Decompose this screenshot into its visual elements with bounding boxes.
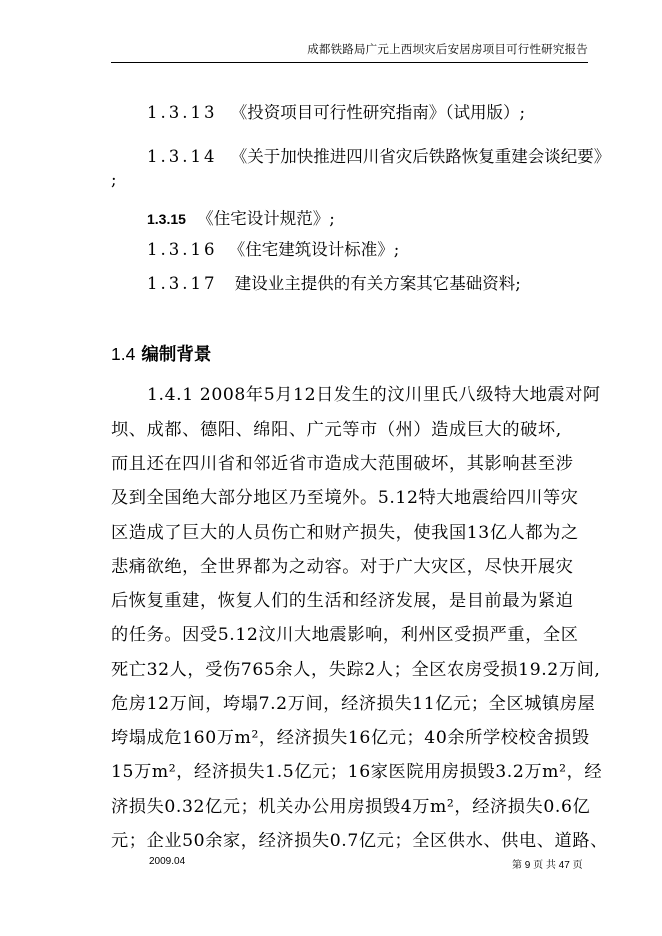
body-line: 死亡32人，受伤765余人，失踪2人；全区农房受损19.2万间, — [111, 660, 601, 680]
section-title: 编制背景 — [141, 345, 212, 365]
reference-item — [147, 205, 335, 229]
footer-page-number: 第 9 页 共 47 页 — [512, 860, 583, 871]
reference-item — [147, 270, 521, 294]
body-line: 1.4.1 2008年5月12日发生的汶川里氏八级特大地震对阿 — [147, 385, 601, 405]
reference-text: 《投资项目可行性研究指南》（试用版）; — [230, 103, 526, 122]
reference-number: 1.3.15 — [147, 211, 186, 227]
reference-text: 《住宅设计规范》; — [197, 209, 335, 228]
reference-text: 《住宅建筑设计标准》; — [228, 240, 400, 259]
body-line: 元；企业50余家，经济损失0.7亿元；全区供水、供电、道路、 — [111, 831, 608, 851]
reference-item — [147, 236, 399, 260]
body-line: 15万m²，经济损失1.5亿元；16家医院用房损毁3.2万m²，经 — [111, 762, 603, 782]
footer-date: 2009.04 — [149, 856, 186, 867]
body-line: 济损失0.32亿元；机关办公用房损毁4万m²，经济损失0.6亿 — [111, 797, 591, 817]
reference-item — [147, 143, 610, 167]
body-line: 危房12万间，垮塌7.2万间，经济损失11亿元；全区城镇房屋 — [111, 694, 596, 714]
body-line: 悲痛欲绝，全世界都为之动容。对于广大灾区，尽快开展灾 — [111, 557, 574, 577]
header-divider — [111, 62, 588, 63]
section-heading — [111, 341, 211, 366]
section-number: 1.4 — [111, 344, 136, 364]
body-line: 垮塌成危160万m²，经济损失16亿元；40余所学校校舍损毁 — [111, 728, 590, 748]
reference-number: 1.3.16 — [147, 240, 218, 259]
running-header: 成都铁路局广元上西坝灾后安居房项目可行性研究报告 — [307, 42, 588, 56]
body-line: 的任务。因受5.12汶川大地震影响，利州区受损严重，全区 — [111, 625, 579, 645]
reference-number: 1.3.17 — [147, 274, 218, 293]
body-line: 区造成了巨大的人员伤亡和财产损失，使我国13亿人都为之 — [111, 523, 579, 543]
reference-number: 1.3.13 — [147, 103, 218, 122]
body-line: 后恢复重建，恢复人们的生活和经济发展，是目前最为紧迫 — [111, 591, 574, 611]
body-line: 及到全国绝大部分地区乃至境外。5.12特大地震给四川等灾 — [111, 488, 579, 508]
reference-text: 《关于加快推进四川省灾后铁路恢复重建会谈纪要》 — [230, 147, 611, 166]
reference-item — [147, 99, 525, 123]
body-line: 坝、成都、德阳、绵阳、广元等市（州）造成巨大的破坏, — [111, 420, 562, 440]
reference-continuation: ; — [111, 170, 117, 189]
reference-number: 1.3.14 — [147, 147, 218, 166]
body-line: 而且还在四川省和邻近省市造成大范围破坏，其影响甚至涉 — [111, 454, 574, 474]
reference-text: 建设业主提供的有关方案其它基础资料; — [234, 274, 521, 293]
